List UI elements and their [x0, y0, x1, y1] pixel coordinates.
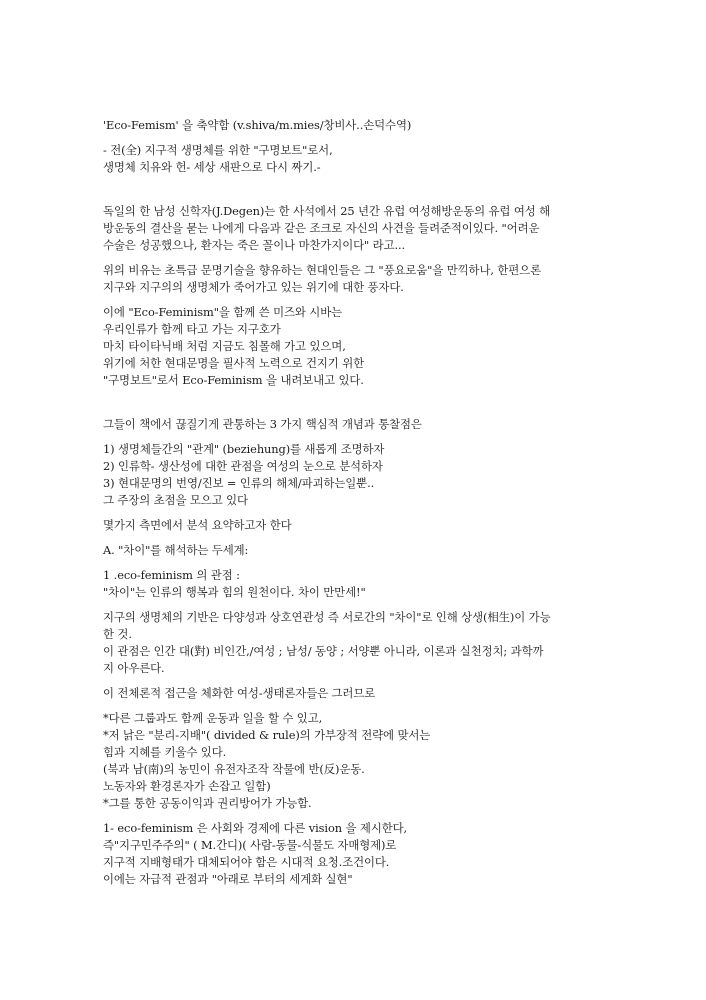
intro-block: [103, 142, 603, 176]
paragraph-line: 이에는 자급적 관점과 "아래로 부터의 세계화 실현": [103, 872, 353, 886]
paragraph-line: 지구적 지배형태가 대체되어야 함은 시대적 요청.조건이다.: [103, 855, 390, 869]
paragraph-line: 독일의 한 남성 신학자(J.Degen)는 한 사석에서 25 년간 유럽 여성해방운동의 유럽 여성 해: [103, 204, 551, 218]
paragraph-vision: [103, 820, 603, 888]
list-item: 그 주장의 초점을 모으고 있다: [103, 493, 248, 507]
paragraph-metaphor: [103, 262, 603, 296]
paragraph-line: 수술은 성공했으나, 환자는 죽은 꼴이나 마찬가지이다" 라고...: [103, 238, 406, 252]
paragraph-line: 위의 비유는 초특급 문명기술을 향유하는 현대인들은 그 "풍요로움"을 만끽하나, 한편으론: [103, 263, 542, 277]
paragraph-line: 지구의 생명체의 기반은 다양성과 상호연관성 즉 서로간의 "차이"로 인해 상생(相生)이 가능: [103, 610, 551, 624]
paragraph-diversity: [103, 609, 603, 677]
paragraph-line: 이 관점은 인간 대(對) 비인간,/여성 ; 남성/ 동양 ; 서양뿐 아니라, 이론과 실천정치; 과학까: [103, 644, 544, 658]
bullet-list: [103, 710, 603, 812]
paragraph-line: 몇가지 측면에서 분석 요약하고자 한다: [103, 518, 292, 532]
subsection-line: "차이"는 인류의 행복과 힘의 원천이다. 차이 만만세!": [103, 585, 366, 599]
list-item: *저 낡은 "분리-지배"( divided & rule)의 가부장적 전략에 맞서는: [103, 728, 431, 742]
list-item: 3) 현대문명의 번영/진보 = 인류의 해체/파괴하는일뿐..: [103, 476, 375, 490]
list-item: 노동자와 환경론자가 손잡고 일함): [103, 779, 271, 793]
list-item: (북과 남(南)의 농민이 유전자조작 작물에 반(反)운동.: [103, 762, 365, 776]
paragraph-degen: [103, 203, 603, 254]
paragraph-line: 이 전체론적 접근을 체화한 여성-생태론자들은 그러므로: [103, 686, 376, 700]
list-item: *다른 그룹과도 함께 운동과 일을 할 수 있고,: [103, 711, 323, 725]
document-page: [103, 117, 603, 888]
paragraph-line: 1- eco-feminism 은 사회와 경제에 다른 vision 을 제시한다,: [103, 821, 408, 835]
paragraph-core-concepts: [103, 416, 603, 433]
paragraph-line: 즉"지구민주주의" ( M.간디)( 사람-동물-식물도 자매형제)로: [103, 838, 397, 852]
paragraph-line: 마치 타이타닉배 처럼 지금도 침몰해 가고 있으며,: [103, 339, 346, 353]
section-heading-a: [103, 542, 603, 559]
paragraph-lifeboat: [103, 304, 603, 389]
points-list: [103, 441, 603, 509]
title-line: [103, 117, 603, 134]
subsection-1: [103, 567, 603, 601]
intro-line: - 전(全) 지구적 생명체를 위한 "구명보트"로서,: [103, 143, 333, 157]
paragraph-line: 그들이 책에서 끊질기게 관통하는 3 가지 핵심적 개념과 통찰점은: [103, 417, 422, 431]
paragraph-line: 방운동의 결산을 묻는 나에게 다음과 같은 조크로 자신의 사견을 들려준적이있다. "어려운: [103, 221, 540, 235]
list-item: 힘과 지혜를 키울수 있다.: [103, 745, 227, 759]
list-item: 1) 생명체들간의 "관계" (beziehung)를 새롭게 조명하자: [103, 442, 385, 456]
list-item: 2) 인류학- 생산성에 대한 관점을 여성의 눈으로 분석하자: [103, 459, 383, 473]
paragraph-line: 지구와 지구의의 생명체가 죽어가고 있는 위기에 대한 풍자다.: [103, 280, 404, 294]
paragraph-line: 이에 "Eco-Feminism"을 함께 쓴 미즈와 시바는: [103, 305, 343, 319]
intro-line: 생명체 치유와 헌- 세상 새판으로 다시 짜기.-: [103, 160, 321, 174]
paragraph-line: 한 것.: [103, 627, 132, 641]
list-item: *그를 통한 공동이익과 권리방어가 가능함.: [103, 796, 312, 810]
paragraph-summary-intro: [103, 517, 603, 534]
subsection-line: 1 .eco-feminism 의 관점 :: [103, 568, 240, 582]
section-heading-text: A. "차이"를 해석하는 두세계:: [103, 543, 249, 557]
paragraph-holistic: [103, 685, 603, 702]
title-text: 'Eco-Femism' 을 축약함 (v.shiva/m.mies/창비사..손덕수역): [103, 118, 412, 132]
paragraph-line: "구명보트"로서 Eco-Feminism 을 내려보내고 있다.: [103, 373, 364, 387]
paragraph-line: 우리인류가 함께 타고 가는 지구호가: [103, 322, 281, 336]
paragraph-line: 위기에 처한 현대문명을 필사적 노력으로 건지기 위한: [103, 356, 364, 370]
paragraph-line: 지 아우른다.: [103, 661, 165, 675]
